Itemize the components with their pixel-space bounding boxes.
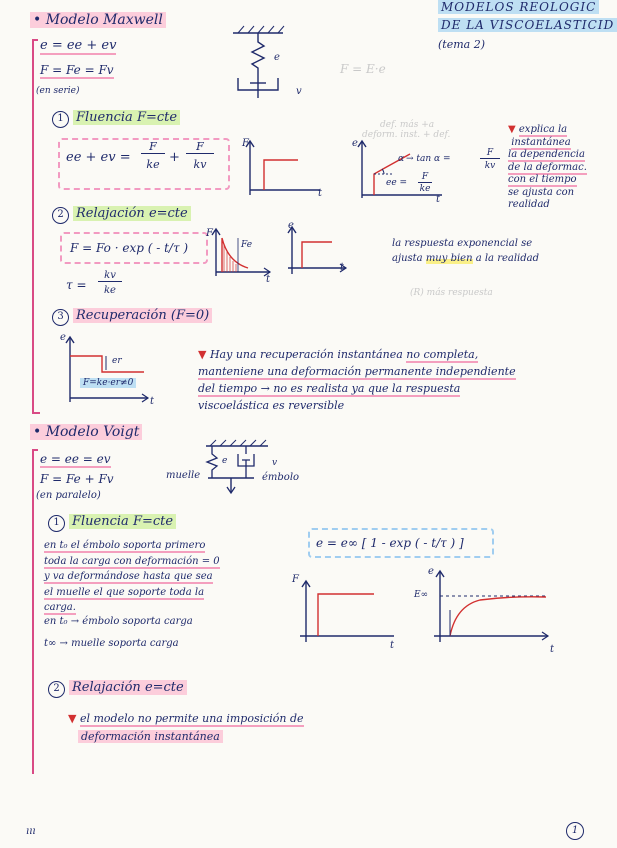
maxwell-s2-tau-den: ke xyxy=(104,285,116,296)
maxwell-s2-g1-fe: Fe xyxy=(241,240,253,250)
maxwell-s2-g1-x: t xyxy=(266,274,271,285)
header-subtitle: (tema 2) xyxy=(438,38,485,51)
voigt-s2-title: 2 Relajación e=cte xyxy=(48,680,187,698)
maxwell-s1-slope: → tan α = xyxy=(406,154,451,164)
maxwell-s1-faint-note: def. más +a xyxy=(380,120,435,130)
maxwell-s1-frac2-num: F xyxy=(186,140,214,154)
maxwell-s1-alpha: α xyxy=(398,154,405,164)
maxwell-eq2: F = Fe = Fv xyxy=(40,63,114,77)
voigt-dashpot-label: émbolo xyxy=(262,472,300,483)
maxwell-s3-graph xyxy=(60,334,160,404)
voigt-model-diagram xyxy=(198,440,288,500)
header-title-line2: DE LA VISCOELASTICID xyxy=(438,18,617,32)
voigt-s1-g2-x: t xyxy=(550,644,555,655)
maxwell-faint-eq: F = E·e xyxy=(340,62,386,76)
maxwell-s1-strain-graph xyxy=(352,140,452,200)
voigt-s1-line7: t∞ → muelle soporta carga xyxy=(44,638,179,649)
maxwell-s1-g1-y: F xyxy=(242,138,249,149)
voigt-s2-note-1: ▼ el modelo no permite una imposición de xyxy=(68,712,304,725)
voigt-s1-g2-einf: E∞ xyxy=(414,590,429,600)
voigt-s1-g2-y: e xyxy=(428,566,434,577)
voigt-s1-force-graph xyxy=(296,580,396,650)
maxwell-dashpot-label: v xyxy=(296,86,302,97)
voigt-spring-e: e xyxy=(222,456,228,466)
maxwell-s2-note-1: la respuesta exponencial se xyxy=(392,238,533,249)
maxwell-s1-slope-den: kv xyxy=(484,161,496,171)
maxwell-s1-frac2-den: kv xyxy=(193,158,207,171)
voigt-s1-equation: e = e∞ [ 1 - exp ( - t/τ ) ] xyxy=(308,528,494,558)
maxwell-s3-x: t xyxy=(150,396,155,407)
maxwell-s1-title: 1 Fluencia F=cte xyxy=(52,110,180,128)
header-title-line1: MODELOS REOLOGIC xyxy=(438,0,599,14)
maxwell-eq1: e = ee + ev xyxy=(40,38,117,53)
maxwell-s1-g2-x: t xyxy=(436,194,441,205)
footer-left-mark: ııı xyxy=(26,826,36,837)
maxwell-s1-frac1-den: ke xyxy=(146,158,160,171)
maxwell-s3-er: er xyxy=(112,356,122,366)
maxwell-s1-eq-lhs: ee + ev = xyxy=(66,150,131,165)
maxwell-s1-frac1-num: F xyxy=(141,140,165,154)
maxwell-s2-note-2: ajusta muy bien a la realidad xyxy=(392,253,540,264)
voigt-s1-line6: en t₀ → émbolo soporta carga xyxy=(44,616,193,627)
maxwell-s2-title: 2 Relajación e=cte xyxy=(52,206,191,224)
maxwell-title: • Modelo Maxwell xyxy=(30,12,166,28)
maxwell-s2-equation: F = Fo · exp ( - t/τ ) xyxy=(60,232,208,264)
maxwell-s1-slope-num: F xyxy=(480,148,500,159)
maxwell-s1-g2-y: e xyxy=(352,138,358,149)
voigt-eq2: F = Fe + Fv xyxy=(40,472,114,486)
voigt-s1-strain-graph xyxy=(430,570,560,650)
maxwell-s1-force-graph xyxy=(240,140,323,200)
voigt-note: (en paralelo) xyxy=(36,490,101,501)
voigt-s1-title: 1 Fluencia F=cte xyxy=(48,514,176,532)
voigt-s1-g1-y: F xyxy=(292,574,299,585)
maxwell-s1-ee-num: F xyxy=(418,172,432,183)
maxwell-s3-label: F=ke·er≠0 xyxy=(80,378,136,388)
maxwell-s2-g2-y: e xyxy=(288,220,294,231)
voigt-s1-notes: en t₀ el émbolo soporta primero toda la carga con deformación = 0 y va deformándose hasta que sea el muelle el que soporte toda la carga. xyxy=(44,540,220,613)
maxwell-s3-title: 3 Recuperación (F=0) xyxy=(52,308,212,326)
maxwell-spring-label: e xyxy=(274,52,280,63)
maxwell-s2-strain-graph xyxy=(284,224,354,284)
maxwell-s2-g2-x: t xyxy=(340,262,345,273)
page-number: 1 xyxy=(566,822,584,840)
maxwell-s1-ee-den: ke xyxy=(419,184,431,194)
maxwell-s2-g1-y: F xyxy=(206,228,213,239)
maxwell-s3-y: e xyxy=(60,332,66,343)
maxwell-s1-ee-label: ee = xyxy=(386,178,408,188)
maxwell-note: (en serie) xyxy=(36,86,80,96)
maxwell-s3-notes: ▼ Hay una recuperación instantánea no completa, manteniene una deformación permanente independiente del tiempo → no es realista ya que la respuesta viscoelástica es reversible xyxy=(198,348,516,412)
maxwell-s2-faint-mid: (R) más respuesta xyxy=(410,288,493,298)
voigt-s2-note-2: deformación instantánea xyxy=(78,730,223,743)
maxwell-s2-tau: τ = xyxy=(66,278,87,292)
maxwell-s1-plus: + xyxy=(169,150,180,165)
maxwell-s1-notes: ▼ explica la instantánea la dependencia de la deformac. con el tiempo se ajusta con realidad xyxy=(508,124,587,210)
voigt-title: • Modelo Voigt xyxy=(30,424,142,440)
voigt-spring-label: muelle xyxy=(166,470,201,481)
voigt-dashpot-v: v xyxy=(272,458,278,468)
maxwell-s2-tau-num: kv xyxy=(98,270,122,282)
maxwell-s1-faint-note2: deform. inst. + def. xyxy=(362,130,451,140)
voigt-s1-g1-x: t xyxy=(390,640,395,651)
voigt-eq1: e = ee = ev xyxy=(40,452,111,466)
maxwell-s1-g1-x: t xyxy=(318,188,323,199)
